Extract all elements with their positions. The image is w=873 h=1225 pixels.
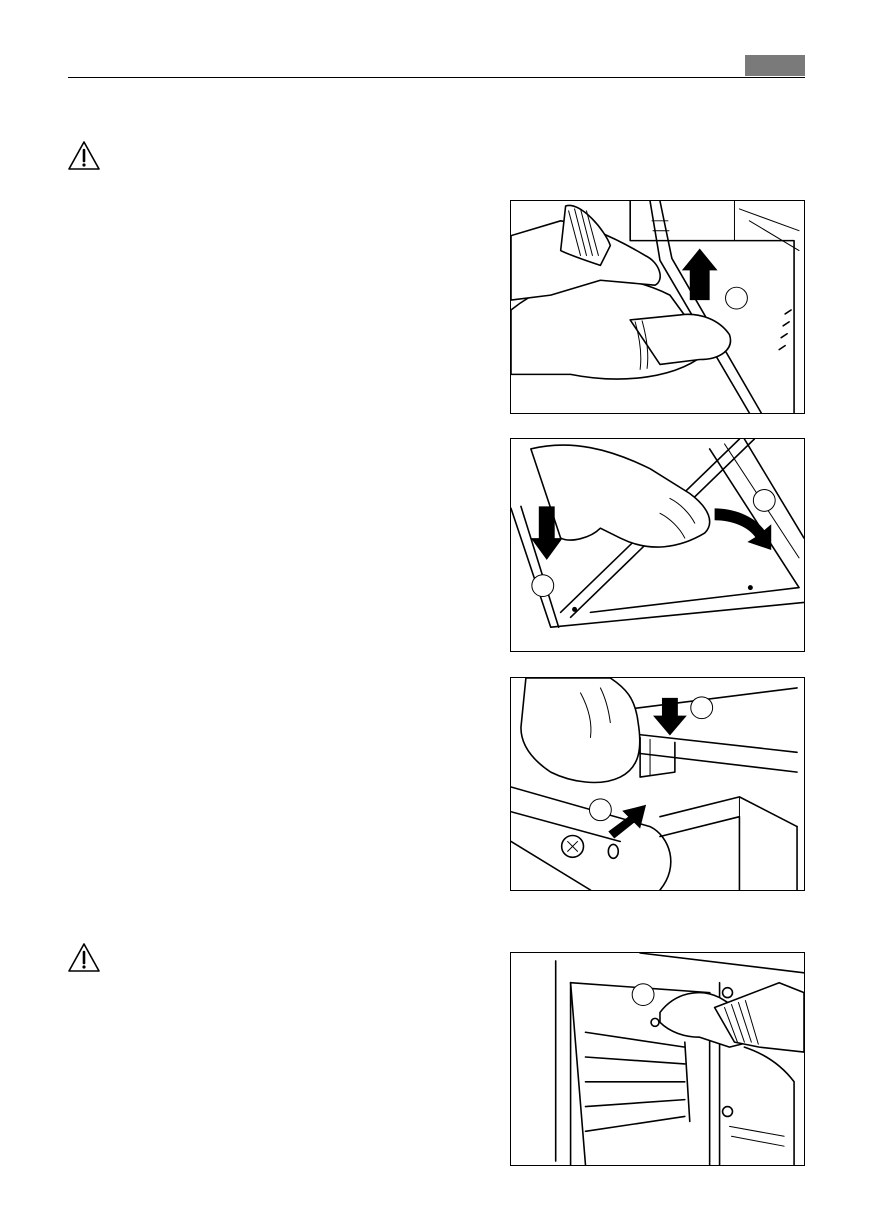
callout-1 <box>691 697 713 719</box>
header-tab <box>745 55 805 76</box>
callout-1 <box>532 575 554 597</box>
callout-1 <box>632 984 654 1006</box>
figure-press-and-insert-panel <box>510 677 805 891</box>
callout-1 <box>726 287 748 309</box>
figure-lower-and-swing-panel <box>510 438 805 652</box>
warning-triangle-icon <box>67 942 101 974</box>
warning-triangle-icon <box>67 140 101 172</box>
callout-2 <box>589 799 611 821</box>
figure-remove-shelf-supports <box>510 952 805 1166</box>
header-rule <box>68 77 805 78</box>
figure-lift-shelf <box>510 200 805 414</box>
callout-2 <box>753 490 775 512</box>
